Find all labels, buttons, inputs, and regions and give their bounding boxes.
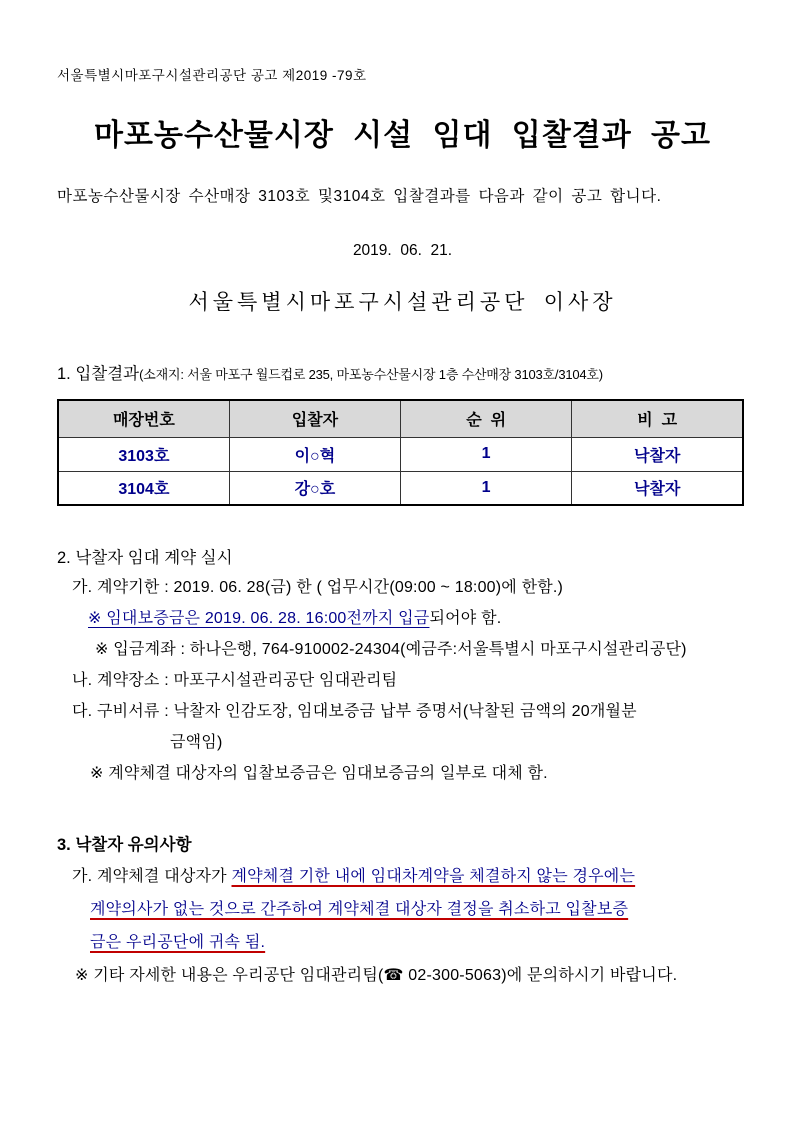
section2-note-bid-deposit-substitute: ※ 계약체결 대상자의 입찰보증금은 임대보증금의 일부로 대체 함. [90,765,548,782]
section3-item-warning-line1 [57,866,748,888]
cell-store-number: 3104호 [58,471,229,505]
section2-note-bank-account: ※ 입금계좌 : 하나은행, 764-910002-24304(예금주:서울특별시 마포구시설관리공단) [95,641,687,658]
col-header-store-number: 매장번호 [58,400,229,437]
col-header-remarks: 비 고 [572,400,743,437]
section1-heading-label: 1. 입찰결과 [57,365,140,383]
intro-paragraph: 마포농수산물시장 수산매장 3103호 및3104호 입찰결과를 다음과 같이 공고 합니다. [57,188,662,205]
cell-rank: 1 [401,471,572,505]
section1-heading [57,360,748,384]
section2-note-deposit-deadline [57,608,748,630]
table-row [58,471,743,505]
section3-contact-note: ※ 기타 자세한 내용은 우리공단 임대관리팀(☎ 02-300-5063)에 문의하시기 바랍니다. [75,967,678,984]
section2-heading: 2. 낙찰자 임대 계약 실시 [57,549,233,567]
bid-result-table-body [58,437,743,505]
cell-rank: 1 [401,437,572,471]
bid-result-table-head [58,400,743,437]
section1-location-note: (소재지: 서울 마포구 월드컵로 235, 마포농수산물시장 1층 수산매장 3103호/3104호) [139,367,603,382]
table-header-row [58,400,743,437]
cell-store-number: 3103호 [58,437,229,471]
warning-underlined-text-2: 계약의사가 없는 것으로 간주하여 계약체결 대상자 결정을 취소하고 입찰보증 [90,901,629,918]
bid-result-table [57,399,744,506]
page-title: 마포농수산물시장 시설 임대 입찰결과 공고 [94,119,711,152]
section3-item-warning-line3 [57,932,748,954]
col-header-bidder: 입찰자 [229,400,400,437]
issuing-authority: 서울특별시마포구시설관리공단 이사장 [188,290,617,314]
table-row [58,437,743,471]
cell-bidder: 이○혁 [229,437,400,471]
deposit-deadline-underlined-text: ※ 임대보증금은 2019. 06. 28. 16:00전까지 입금 [88,610,430,627]
section3-item-warning-line2 [57,899,748,921]
cell-bidder: 강○호 [229,471,400,505]
section2-item-contract-deadline: 가. 계약기한 : 2019. 06. 28(금) 한 ( 업무시간(09:00 ~ 18:00)에 한함.) [72,579,564,596]
col-header-rank: 순 위 [401,400,572,437]
document-number: 서울특별시마포구시설관리공단 공고 제2019 -79호 [57,68,367,83]
section2-item-required-documents: 다. 구비서류 : 낙찰자 인감도장, 임대보증금 납부 증명서(낙찰된 금액의 20개월분 [72,703,637,720]
warning-underlined-text-1: 계약체결 기한 내에 임대차계약을 체결하지 않는 경우에는 [231,868,636,885]
cell-remarks: 낙찰자 [572,471,743,505]
notice-date: 2019. 06. 21. [352,242,453,259]
warning-prefix-text: 가. 계약체결 대상자가 [72,868,232,885]
section2-item-contract-place: 나. 계약장소 : 마포구시설관리공단 임대관리팀 [72,672,398,689]
deposit-deadline-rest-text: 되어야 함. [429,610,502,627]
section3-heading: 3. 낙찰자 유의사항 [57,836,192,854]
section2-item-required-documents-continuation: 금액임) [170,734,223,751]
cell-remarks: 낙찰자 [572,437,743,471]
warning-underlined-text-3: 금은 우리공단에 귀속 됨. [90,934,266,951]
